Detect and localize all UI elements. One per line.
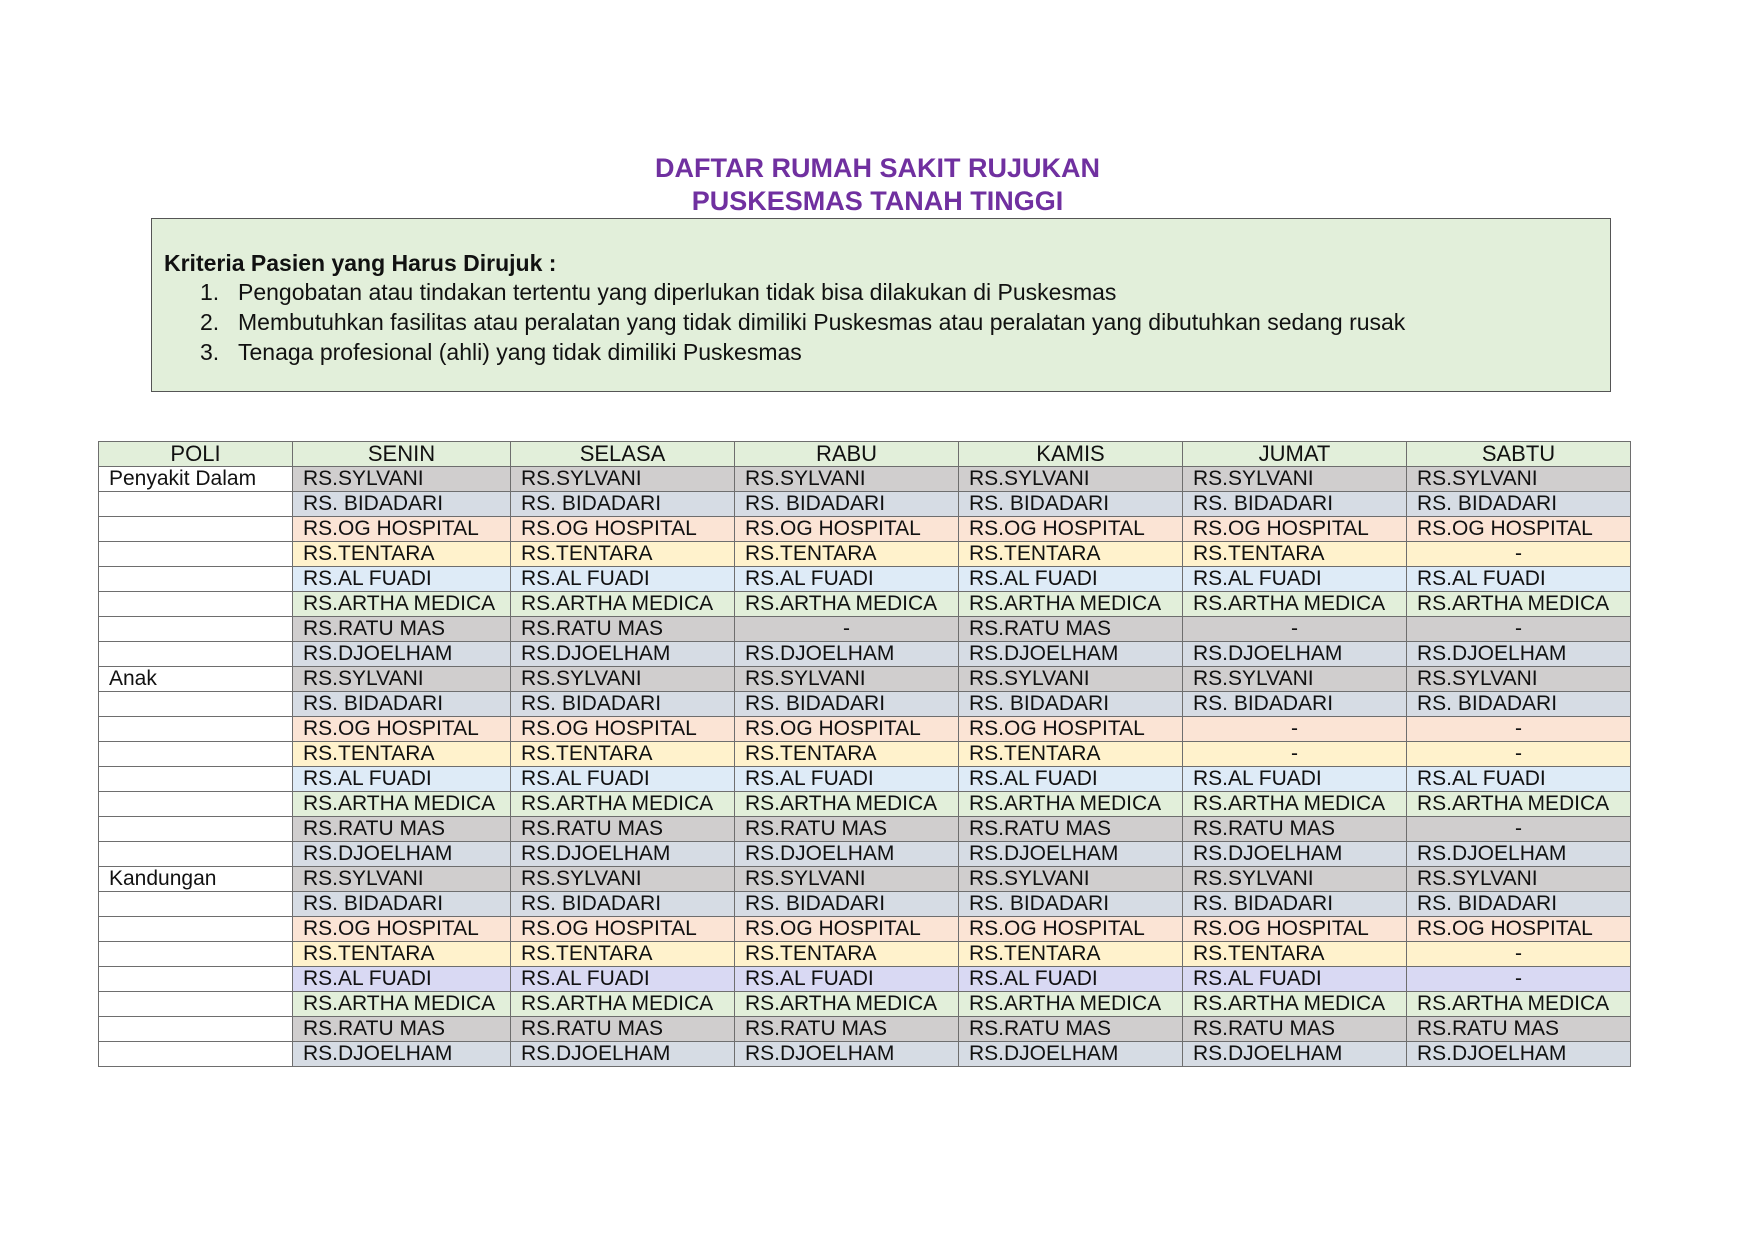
criteria-item-text: Tenaga profesional (ahli) yang tidak dimiliki Puskesmas bbox=[238, 339, 802, 365]
hospital-cell: RS.DJOELHAM bbox=[1183, 842, 1407, 867]
hospital-cell: RS.SYLVANI bbox=[735, 467, 959, 492]
hospital-cell: RS.ARTHA MEDICA bbox=[735, 592, 959, 617]
hospital-cell: RS.TENTARA bbox=[511, 542, 735, 567]
table-row bbox=[99, 817, 1631, 842]
hospital-cell: RS.TENTARA bbox=[511, 742, 735, 767]
table-row bbox=[99, 1017, 1631, 1042]
hospital-cell: RS.AL FUADI bbox=[511, 567, 735, 592]
hospital-cell: RS. BIDADARI bbox=[735, 492, 959, 517]
hospital-cell: RS.ARTHA MEDICA bbox=[293, 992, 511, 1017]
criteria-item bbox=[200, 308, 1405, 336]
hospital-cell: RS. BIDADARI bbox=[959, 492, 1183, 517]
hospital-cell: RS. BIDADARI bbox=[735, 692, 959, 717]
hospital-cell: RS.SYLVANI bbox=[1407, 867, 1631, 892]
hospital-cell: RS.ARTHA MEDICA bbox=[511, 792, 735, 817]
header-senin: SENIN bbox=[293, 442, 511, 467]
criteria-item-text: Membutuhkan fasilitas atau peralatan yang tidak dimiliki Puskesmas atau peralatan yang dibutuhkan sedang rusak bbox=[238, 309, 1406, 335]
hospital-cell: RS.ARTHA MEDICA bbox=[511, 992, 735, 1017]
hospital-cell: RS.OG HOSPITAL bbox=[735, 717, 959, 742]
hospital-cell: RS. BIDADARI bbox=[511, 892, 735, 917]
hospital-cell: - bbox=[1407, 617, 1631, 642]
hospital-cell: RS.DJOELHAM bbox=[511, 642, 735, 667]
hospital-cell: RS.RATU MAS bbox=[959, 1017, 1183, 1042]
hospital-cell: RS.DJOELHAM bbox=[293, 642, 511, 667]
table-row bbox=[99, 642, 1631, 667]
page-title: DAFTAR RUMAH SAKIT RUJUKAN bbox=[655, 153, 1100, 183]
header-rabu: RABU bbox=[735, 442, 959, 467]
criteria-heading: Kriteria Pasien yang Harus Dirujuk : bbox=[164, 250, 557, 276]
criteria-item-number: 3. bbox=[200, 339, 220, 365]
poli-cell: Anak bbox=[99, 667, 293, 692]
hospital-cell: RS.OG HOSPITAL bbox=[511, 917, 735, 942]
hospital-cell: RS. BIDADARI bbox=[1183, 692, 1407, 717]
hospital-cell: RS. BIDADARI bbox=[735, 892, 959, 917]
hospital-cell: RS. BIDADARI bbox=[1407, 692, 1631, 717]
table-row bbox=[99, 542, 1631, 567]
poli-cell bbox=[99, 742, 293, 767]
hospital-cell: RS.AL FUADI bbox=[511, 767, 735, 792]
header-jumat: JUMAT bbox=[1183, 442, 1407, 467]
hospital-cell: RS.AL FUADI bbox=[1407, 567, 1631, 592]
table-row bbox=[99, 992, 1631, 1017]
hospital-cell: RS.SYLVANI bbox=[735, 867, 959, 892]
table-row bbox=[99, 842, 1631, 867]
hospital-cell: RS.DJOELHAM bbox=[293, 1042, 511, 1067]
hospital-cell: RS.OG HOSPITAL bbox=[1407, 517, 1631, 542]
hospital-cell: RS.ARTHA MEDICA bbox=[735, 792, 959, 817]
hospital-cell: RS.OG HOSPITAL bbox=[511, 717, 735, 742]
page-subtitle: PUSKESMAS TANAH TINGGI bbox=[691, 186, 1064, 216]
hospital-cell: - bbox=[1407, 817, 1631, 842]
hospital-cell: RS. BIDADARI bbox=[293, 492, 511, 517]
hospital-cell: RS.TENTARA bbox=[293, 942, 511, 967]
hospital-cell: RS.RATU MAS bbox=[293, 1017, 511, 1042]
hospital-cell: RS.AL FUADI bbox=[293, 567, 511, 592]
hospital-cell: RS.DJOELHAM bbox=[1407, 1042, 1631, 1067]
hospital-cell: RS.ARTHA MEDICA bbox=[293, 792, 511, 817]
criteria-item-number: 2. bbox=[200, 309, 220, 335]
hospital-cell: RS. BIDADARI bbox=[511, 492, 735, 517]
hospital-cell: RS.RATU MAS bbox=[1183, 1017, 1407, 1042]
hospital-cell: RS.DJOELHAM bbox=[959, 842, 1183, 867]
hospital-cell: RS.OG HOSPITAL bbox=[959, 517, 1183, 542]
header-selasa: SELASA bbox=[511, 442, 735, 467]
hospital-cell: RS.ARTHA MEDICA bbox=[293, 592, 511, 617]
hospital-cell: - bbox=[1183, 717, 1407, 742]
hospital-cell: RS.OG HOSPITAL bbox=[511, 517, 735, 542]
hospital-cell: RS.SYLVANI bbox=[1183, 467, 1407, 492]
poli-cell bbox=[99, 917, 293, 942]
hospital-cell: RS.AL FUADI bbox=[735, 967, 959, 992]
table-row bbox=[99, 767, 1631, 792]
poli-cell bbox=[99, 892, 293, 917]
criteria-item bbox=[200, 338, 802, 366]
table-row bbox=[99, 567, 1631, 592]
hospital-cell: RS.OG HOSPITAL bbox=[293, 517, 511, 542]
poli-cell bbox=[99, 767, 293, 792]
poli-cell bbox=[99, 492, 293, 517]
hospital-cell: RS.ARTHA MEDICA bbox=[511, 592, 735, 617]
hospital-cell: RS.SYLVANI bbox=[959, 867, 1183, 892]
hospital-cell: RS.TENTARA bbox=[735, 942, 959, 967]
hospital-cell: RS.AL FUADI bbox=[735, 567, 959, 592]
hospital-cell: RS.OG HOSPITAL bbox=[1407, 917, 1631, 942]
table-row bbox=[99, 717, 1631, 742]
hospital-cell: RS. BIDADARI bbox=[1407, 892, 1631, 917]
hospital-cell: RS.AL FUADI bbox=[511, 967, 735, 992]
hospital-cell: RS.ARTHA MEDICA bbox=[1183, 792, 1407, 817]
referral-schedule-table bbox=[98, 441, 1631, 1067]
header-kamis: KAMIS bbox=[959, 442, 1183, 467]
criteria-box bbox=[151, 218, 1611, 392]
poli-cell bbox=[99, 567, 293, 592]
hospital-cell: RS.ARTHA MEDICA bbox=[735, 992, 959, 1017]
hospital-cell: - bbox=[1407, 542, 1631, 567]
poli-cell bbox=[99, 592, 293, 617]
hospital-cell: RS.TENTARA bbox=[511, 942, 735, 967]
poli-cell: Kandungan bbox=[99, 867, 293, 892]
hospital-cell: RS.RATU MAS bbox=[511, 817, 735, 842]
hospital-cell: - bbox=[1407, 742, 1631, 767]
hospital-cell: RS.TENTARA bbox=[959, 942, 1183, 967]
hospital-cell: RS.DJOELHAM bbox=[735, 842, 959, 867]
hospital-cell: RS.DJOELHAM bbox=[511, 842, 735, 867]
hospital-cell: RS.AL FUADI bbox=[1183, 567, 1407, 592]
hospital-cell: RS.AL FUADI bbox=[1183, 967, 1407, 992]
hospital-cell: RS.TENTARA bbox=[959, 742, 1183, 767]
hospital-cell: RS.AL FUADI bbox=[959, 767, 1183, 792]
criteria-item bbox=[200, 278, 1116, 306]
hospital-cell: RS.OG HOSPITAL bbox=[293, 717, 511, 742]
hospital-cell: - bbox=[1407, 942, 1631, 967]
hospital-cell: RS. BIDADARI bbox=[511, 692, 735, 717]
hospital-cell: RS.AL FUADI bbox=[293, 767, 511, 792]
hospital-cell: RS.RATU MAS bbox=[959, 617, 1183, 642]
hospital-cell: RS.ARTHA MEDICA bbox=[959, 992, 1183, 1017]
hospital-cell: RS. BIDADARI bbox=[293, 692, 511, 717]
hospital-cell: RS.RATU MAS bbox=[511, 1017, 735, 1042]
hospital-cell: RS.DJOELHAM bbox=[1183, 1042, 1407, 1067]
table-row bbox=[99, 492, 1631, 517]
hospital-cell: RS. BIDADARI bbox=[1183, 892, 1407, 917]
table-row bbox=[99, 892, 1631, 917]
table-row bbox=[99, 967, 1631, 992]
hospital-cell: RS. BIDADARI bbox=[959, 692, 1183, 717]
hospital-cell: RS. BIDADARI bbox=[1183, 492, 1407, 517]
hospital-cell: RS.TENTARA bbox=[735, 542, 959, 567]
hospital-cell: RS.DJOELHAM bbox=[1183, 642, 1407, 667]
table-row bbox=[99, 592, 1631, 617]
poli-cell bbox=[99, 792, 293, 817]
hospital-cell: RS.SYLVANI bbox=[293, 467, 511, 492]
hospital-cell: - bbox=[1183, 617, 1407, 642]
hospital-cell: RS.RATU MAS bbox=[735, 817, 959, 842]
hospital-cell: RS.TENTARA bbox=[1183, 942, 1407, 967]
hospital-cell: RS.ARTHA MEDICA bbox=[1407, 592, 1631, 617]
poli-cell: Penyakit Dalam bbox=[99, 467, 293, 492]
hospital-cell: RS.SYLVANI bbox=[293, 867, 511, 892]
table-row bbox=[99, 692, 1631, 717]
hospital-cell: - bbox=[1183, 742, 1407, 767]
hospital-cell: RS.SYLVANI bbox=[959, 667, 1183, 692]
table-row bbox=[99, 917, 1631, 942]
hospital-cell: RS.OG HOSPITAL bbox=[1183, 917, 1407, 942]
hospital-cell: RS.ARTHA MEDICA bbox=[959, 792, 1183, 817]
hospital-cell: RS.TENTARA bbox=[735, 742, 959, 767]
poli-cell bbox=[99, 717, 293, 742]
poli-cell bbox=[99, 942, 293, 967]
hospital-cell: RS.SYLVANI bbox=[293, 667, 511, 692]
hospital-cell: RS. BIDADARI bbox=[959, 892, 1183, 917]
hospital-cell: RS.AL FUADI bbox=[959, 967, 1183, 992]
hospital-cell: RS.TENTARA bbox=[959, 542, 1183, 567]
hospital-cell: - bbox=[735, 617, 959, 642]
hospital-cell: - bbox=[1407, 967, 1631, 992]
hospital-cell: RS.ARTHA MEDICA bbox=[1183, 592, 1407, 617]
hospital-cell: RS.RATU MAS bbox=[293, 817, 511, 842]
hospital-cell: RS.RATU MAS bbox=[293, 617, 511, 642]
hospital-cell: RS.TENTARA bbox=[293, 542, 511, 567]
hospital-cell: RS.SYLVANI bbox=[959, 467, 1183, 492]
poli-cell bbox=[99, 817, 293, 842]
poli-cell bbox=[99, 1017, 293, 1042]
poli-cell bbox=[99, 617, 293, 642]
table-row bbox=[99, 517, 1631, 542]
hospital-cell: RS.OG HOSPITAL bbox=[959, 717, 1183, 742]
table-row bbox=[99, 942, 1631, 967]
hospital-cell: RS.DJOELHAM bbox=[1407, 642, 1631, 667]
hospital-cell: RS.OG HOSPITAL bbox=[959, 917, 1183, 942]
criteria-item-number: 1. bbox=[200, 279, 220, 305]
hospital-cell: RS.RATU MAS bbox=[511, 617, 735, 642]
hospital-cell: RS.ARTHA MEDICA bbox=[1407, 992, 1631, 1017]
hospital-cell: RS.TENTARA bbox=[1183, 542, 1407, 567]
table-row bbox=[99, 617, 1631, 642]
poli-cell bbox=[99, 517, 293, 542]
hospital-cell: RS.SYLVANI bbox=[735, 667, 959, 692]
poli-cell bbox=[99, 1042, 293, 1067]
table-row bbox=[99, 1042, 1631, 1067]
hospital-cell: - bbox=[1407, 717, 1631, 742]
table-row bbox=[99, 742, 1631, 767]
hospital-cell: RS.SYLVANI bbox=[511, 667, 735, 692]
criteria-item-text: Pengobatan atau tindakan tertentu yang diperlukan tidak bisa dilakukan di Puskesmas bbox=[238, 279, 1117, 305]
header-poli: POLI bbox=[99, 442, 293, 467]
table-body bbox=[99, 467, 1631, 1067]
hospital-cell: RS.AL FUADI bbox=[1407, 767, 1631, 792]
hospital-cell: RS.DJOELHAM bbox=[735, 1042, 959, 1067]
poli-cell bbox=[99, 542, 293, 567]
hospital-cell: RS.SYLVANI bbox=[1183, 867, 1407, 892]
poli-cell bbox=[99, 992, 293, 1017]
table-row bbox=[99, 667, 1631, 692]
hospital-cell: RS.RATU MAS bbox=[735, 1017, 959, 1042]
hospital-cell: RS.RATU MAS bbox=[959, 817, 1183, 842]
header-sabtu: SABTU bbox=[1407, 442, 1631, 467]
hospital-cell: RS.TENTARA bbox=[293, 742, 511, 767]
poli-cell bbox=[99, 692, 293, 717]
hospital-cell: RS.AL FUADI bbox=[1183, 767, 1407, 792]
hospital-cell: RS.AL FUADI bbox=[293, 967, 511, 992]
hospital-cell: RS.OG HOSPITAL bbox=[293, 917, 511, 942]
hospital-cell: RS.DJOELHAM bbox=[1407, 842, 1631, 867]
hospital-cell: RS. BIDADARI bbox=[1407, 492, 1631, 517]
hospital-cell: RS.RATU MAS bbox=[1183, 817, 1407, 842]
hospital-cell: RS.DJOELHAM bbox=[735, 642, 959, 667]
hospital-cell: RS. BIDADARI bbox=[293, 892, 511, 917]
hospital-cell: RS.ARTHA MEDICA bbox=[959, 592, 1183, 617]
hospital-cell: RS.SYLVANI bbox=[511, 467, 735, 492]
hospital-cell: RS.OG HOSPITAL bbox=[735, 917, 959, 942]
hospital-cell: RS.SYLVANI bbox=[1407, 467, 1631, 492]
hospital-cell: RS.OG HOSPITAL bbox=[1183, 517, 1407, 542]
hospital-cell: RS.AL FUADI bbox=[735, 767, 959, 792]
hospital-cell: RS.AL FUADI bbox=[959, 567, 1183, 592]
poli-cell bbox=[99, 642, 293, 667]
hospital-cell: RS.ARTHA MEDICA bbox=[1183, 992, 1407, 1017]
hospital-cell: RS.DJOELHAM bbox=[959, 642, 1183, 667]
table-row bbox=[99, 867, 1631, 892]
table-header-row bbox=[99, 442, 1631, 467]
hospital-cell: RS.OG HOSPITAL bbox=[735, 517, 959, 542]
poli-cell bbox=[99, 842, 293, 867]
hospital-cell: RS.DJOELHAM bbox=[511, 1042, 735, 1067]
hospital-cell: RS.RATU MAS bbox=[1407, 1017, 1631, 1042]
hospital-cell: RS.SYLVANI bbox=[1183, 667, 1407, 692]
table-row bbox=[99, 467, 1631, 492]
hospital-cell: RS.DJOELHAM bbox=[959, 1042, 1183, 1067]
hospital-cell: RS.SYLVANI bbox=[511, 867, 735, 892]
hospital-cell: RS.DJOELHAM bbox=[293, 842, 511, 867]
poli-cell bbox=[99, 967, 293, 992]
table-row bbox=[99, 792, 1631, 817]
hospital-cell: RS.SYLVANI bbox=[1407, 667, 1631, 692]
hospital-cell: RS.ARTHA MEDICA bbox=[1407, 792, 1631, 817]
